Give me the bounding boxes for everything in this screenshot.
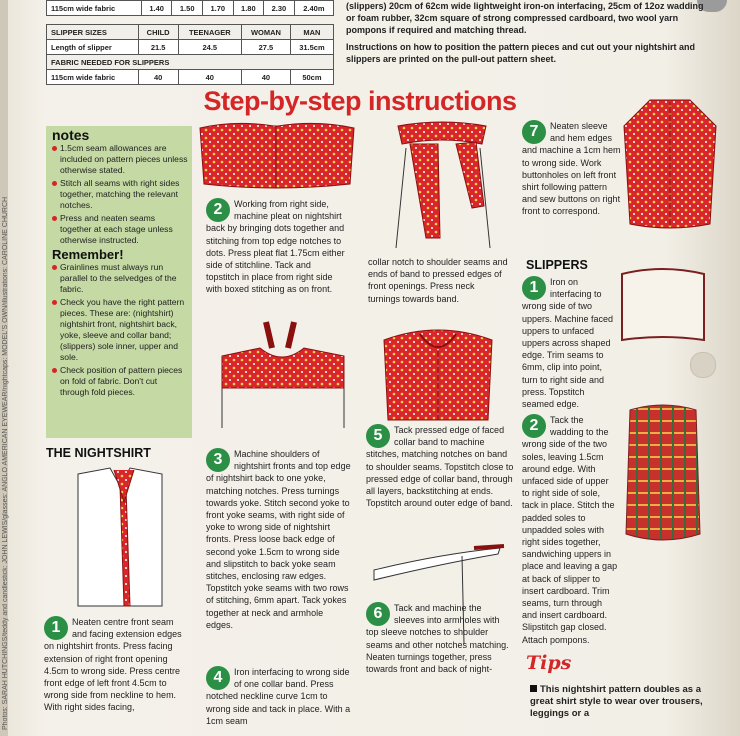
table-cell: Length of slipper [47,40,139,55]
step-number: 6 [366,602,390,626]
notes-box [46,126,192,438]
materials-note [346,0,708,70]
step-number: 1 [522,276,546,300]
step-text: Iron on interfacing to wrong side of two uppers. Machine faced uppers to unfaced uppers across shaped edge. Trim seams to 6mm, clip into point, turn to right side and press. Topstitch seamed edge. [522,277,614,410]
table-cell: 1.80 [233,1,264,16]
table-header: FABRIC NEEDED FOR SLIPPERS [47,55,334,70]
table-header: WOMAN [242,25,291,40]
step-number: 2 [206,198,230,222]
instructions-note: Instructions on how to position the pattern pieces and cut out your nightshirt and slippers are printed on the pull-out pattern sheet. [346,42,696,64]
table-cell: 27.5 [242,40,291,55]
tips-text [530,684,710,720]
fabric-table-top [46,0,334,16]
step-4 [206,666,352,727]
step-1 [44,616,184,714]
table-cell: 1.40 [141,1,172,16]
yoke-front-illustration [216,318,350,432]
materials-text: (slippers) 20cm of 62cm wide lightweight iron-on interfacing, 25cm of 12oz wadding or foam rubber, 32cm square of strong compressed cardboard, two wool yarn pompons if required and matching thread. [346,1,704,35]
note-item: Check position of pattern pieces on fold of fabric. Don't cut through fold pieces. [52,365,188,398]
table-cell: 24.5 [178,40,241,55]
step-text: Iron interfacing to wrong side of one collar band. Press notched neckline curve 1cm to wrong side and tack in place. With a 1cm seam [206,667,351,726]
tips-body: This nightshirt pattern doubles as a great shirt style to wear over trousers, leggings or a [530,684,703,719]
step-6 [366,602,512,675]
note-item: Stitch all seams with right sides together, matching the relevant notches. [52,178,188,211]
slipper-upper-illustration [618,264,708,344]
slippers-heading: SLIPPERS [526,258,588,272]
page-title: Step-by-step instructions [203,86,517,116]
table-cell: 2.30 [264,1,295,16]
note-item: Grainlines must always run parallel to the selvedges of the fabric. [52,262,188,295]
table-header: CHILD [138,25,178,40]
step-text: Tack and machine the sleeves into armholes with top sleeve notches to shoulder seams and other notches matching. Neaten turnings together, press towards front and back of night- [366,603,509,675]
step-4-continued: collar notch to shoulder seams and ends of band to pressed edges of front openings. Press neck turnings towards band. [368,257,508,304]
step-2 [206,198,346,296]
step-number: 7 [522,120,546,144]
collar-band-illustration [386,118,498,252]
collar-stitched-illustration [376,320,500,422]
table-cell: 40 [138,70,178,85]
finished-nightshirt-illustration [620,96,720,232]
slipper-step-2 [522,414,618,646]
step-text: Machine shoulders of nightshirt fronts and top edge of nightshirt back to one yoke, matching notches. Press turnings towards yoke. Stitch second yoke to front yoke seams, with right side of yoke to wrong side of nightshirt fronts. Press loose back edge of second yoke 1.5cm to wrong side and slipstitch to back yoke seam stitches, enclosing raw edges. Topstitch yoke seams with two rows of stitching, 6mm apart. Tack yokes together at neck and armhole edges. [206,449,351,630]
step-3 [206,448,352,631]
table-cell: 21.5 [138,40,178,55]
table-cell: 1.70 [202,1,233,16]
tips-heading: Tips [526,652,572,674]
bullet-icon [530,685,537,692]
step-text: Tack the wadding to the wrong side of the two soles, leaving 1.5cm around edge. With unfaced side of upper to right side of sole, tack in place. Stitch the padded soles to unpadded soles with right sides together, sandwiching uppers in place and leaving a gap at back of slipper to insert cardboard. Trim seams, turn through and insert cardboard. Slipstitch gap closed. Attach pompons. [522,415,618,645]
step-number: 5 [366,424,390,448]
table-cell: 115cm wide fabric [47,1,142,16]
notes-heading: notes [52,127,90,143]
step-text: Neaten sleeve and hem edges and machine a 1cm hem to wrong side. Work buttonholes on left front shirt following pattern and sew buttons on right front to correspond. [522,121,621,217]
note-item: 1.5cm seam allowances are included on pattern pieces unless otherwise stated. [52,143,188,176]
table-header: TEENAGER [178,25,241,40]
table-cell: 115cm wide fabric [47,70,139,85]
note-item: Press and neaten seams together at each stage unless otherwise instructed. [52,213,188,246]
back-yoke-illustration [196,120,358,192]
table-cell: 2.40m [294,1,333,16]
step-number: 2 [522,414,546,438]
table-cell: 31.5cm [290,40,333,55]
remember-heading: Remember! [52,247,124,262]
punch-hole [690,352,716,378]
slipper-step-1 [522,276,618,410]
table-header: MAN [290,25,333,40]
step-text: Working from right side, machine pleat on nightshirt back by bringing dots together and stitching from top edge notches to dots. Press pleat flat 1.75cm either side of stitchline. Tack and topstitch in place from right side with boxed stitching as on front. [206,199,345,295]
table-header: SLIPPER SIZES [47,25,139,40]
slipper-sole-illustration [620,404,706,544]
slipper-size-table [46,24,334,85]
note-item: Check you have the right pattern pieces. These are: (nightshirt) nightshirt front, nightshirt back, yoke, sleeve and collar band; (slippers) sole inner, upper and sole. [52,297,188,363]
step-7 [522,120,622,218]
step-number: 4 [206,666,230,690]
step-5 [366,424,514,509]
step-number: 3 [206,448,230,472]
table-cell: 1.50 [172,1,203,16]
table-cell: 40 [178,70,241,85]
table-cell: 40 [242,70,291,85]
nightshirt-front-illustration [64,466,176,612]
nightshirt-heading: THE NIGHTSHIRT [46,446,151,460]
step-number: 1 [44,616,68,640]
table-cell: 50cm [290,70,333,85]
step-text: Tack pressed edge of faced collar band to machine stitches, matching notches on band to shoulder seams. Topstitch close to pressed edge of collar band, through all layers, backstitching at ends. Topstitch around outer edge of band. [366,425,514,509]
step-text: Neaten centre front seam and facing extension edges on nightshirt fronts. Press facing extension of right front opening 4.5cm to wrong side. Press centre front edge of left front 4.5cm to wrong side from neckline to hem. With right sides facing, [44,617,182,713]
photo-credits: Photos: SARAH HUTCHINGS/teddy and candlestick: JOHN LEWIS/glasses: ANGLO AMERICAN EYEWEAR/nightcaps: MODEL'S OWN/illustrations: CAROLINE CHURCH [2,196,9,730]
